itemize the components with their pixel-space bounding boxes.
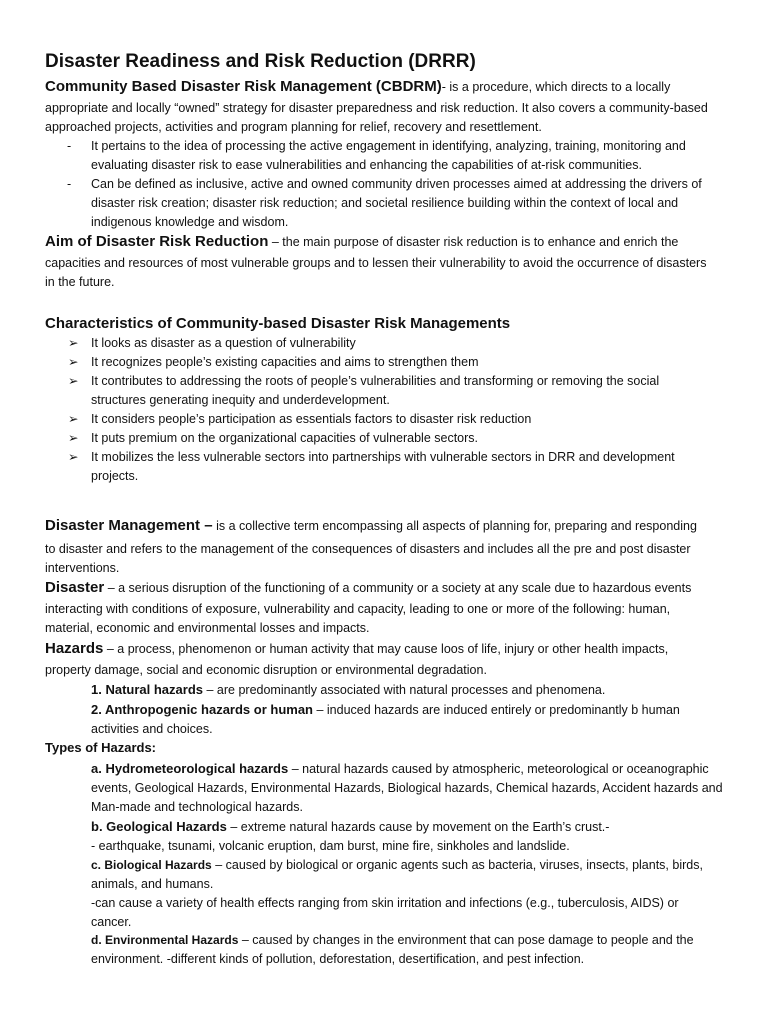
- disaster-line: [45, 580, 691, 596]
- natural-hazards-line: [91, 682, 605, 698]
- aim-definition-2: capacities and resources of most vulnerable groups and to lessen their vulnerability to avoid the occurrence of disasters: [45, 256, 707, 270]
- anthropogenic-hazards-definition-1: – induced hazards are induced entirely or predominantly b human: [316, 703, 680, 717]
- disaster-management-definition-2: to disaster and refers to the management of the consequences of disasters and includes all the pre and post disaster: [45, 542, 691, 556]
- geological-definition-1: – extreme natural hazards cause by movement on the Earth’s crust.-: [230, 820, 610, 834]
- characteristic-item-6-line-2: projects.: [91, 469, 139, 483]
- characteristic-item-3-line-1: It contributes to addressing the roots of people’s vulnerabilities and transforming or removing the social: [91, 374, 660, 388]
- arrow-bullet-icon: ➢: [68, 374, 79, 388]
- geological-line: [91, 819, 609, 835]
- aim-definition-3: in the future.: [45, 275, 115, 289]
- arrow-bullet-icon: ➢: [68, 450, 79, 464]
- disaster-management-term: Disaster Management –: [45, 517, 213, 534]
- cbdrm-bullet-2-line-2: disaster risk creation; disaster risk reduction; and societal resilience building within the context of local and: [91, 196, 679, 210]
- anthropogenic-hazards-line: [91, 702, 680, 718]
- hydrometeorological-definition-3: Man-made and technological hazards.: [91, 800, 303, 814]
- cbdrm-separator: -: [441, 80, 450, 94]
- characteristic-item-4: It considers people’s participation as essentials factors to disaster risk reduction: [91, 412, 532, 426]
- geological-term: b. Geological Hazards: [91, 819, 227, 834]
- hydrometeorological-definition-1: – natural hazards caused by atmospheric, meteorological or oceanographic: [291, 762, 709, 776]
- disaster-definition-2: interacting with conditions of exposure, vulnerability and capacity, leading to one or more of the following: human,: [45, 602, 671, 616]
- characteristic-item-1: It looks as disaster as a question of vulnerability: [91, 336, 356, 350]
- arrow-bullet-icon: ➢: [68, 431, 79, 445]
- hazards-line: [45, 641, 668, 657]
- types-heading: Types of Hazards:: [45, 740, 157, 755]
- anthropogenic-hazards-definition-2: activities and choices.: [91, 722, 213, 736]
- aim-definition-1: – the main purpose of disaster risk reduction is to enhance and enrich the: [271, 235, 679, 249]
- arrow-bullet-icon: ➢: [68, 355, 79, 369]
- natural-hazards-definition: – are predominantly associated with natural processes and phenomena.: [206, 683, 606, 697]
- page-title: Disaster Readiness and Risk Reduction (DRRR): [45, 51, 476, 72]
- aim-definition-line: [45, 234, 678, 250]
- biological-definition-2: animals, and humans.: [91, 877, 214, 891]
- cbdrm-definition-3: approached projects, activities and program planning for relief, recovery and resettlement.: [45, 120, 542, 134]
- disaster-term: Disaster: [45, 579, 105, 596]
- cbdrm-definition-1: is a procedure, which directs to a locally: [449, 80, 671, 94]
- characteristic-item-3-line-2: structures generating inequity and underdevelopment.: [91, 393, 390, 407]
- anthropogenic-hazards-term: 2. Anthropogenic hazards or human: [91, 702, 313, 717]
- natural-hazards-term: 1. Natural hazards: [91, 682, 203, 697]
- environmental-definition-1: – caused by changes in the environment that can pose damage to people and the: [241, 933, 694, 947]
- dash-bullet: -: [67, 177, 72, 191]
- biological-definition-1: – caused by biological or organic agents such as bacteria, viruses, insects, plants, birds,: [215, 858, 703, 872]
- environmental-term: d. Environmental Hazards: [91, 933, 239, 947]
- biological-definition-3: -can cause a variety of health effects ranging from skin irritation and infections (e.g., tuberculosis, AIDS) or: [91, 896, 679, 910]
- cbdrm-bullet-1-line-1: It pertains to the idea of processing the active engagement in identifying, analyzing, training, monitoring and: [91, 139, 686, 153]
- biological-definition-4: cancer.: [91, 915, 132, 929]
- environmental-line: [91, 932, 694, 948]
- biological-line: [91, 857, 703, 873]
- cbdrm-bullet-2-line-1: Can be defined as inclusive, active and owned community driven processes aimed at addressing the drivers of: [91, 177, 702, 191]
- characteristic-item-5: It puts premium on the organizational capacities of vulnerable sectors.: [91, 431, 479, 445]
- cbdrm-bullet-2-line-3: indigenous knowledge and wisdom.: [91, 215, 289, 229]
- cbdrm-definition-line: [45, 79, 670, 95]
- aim-term: Aim of Disaster Risk Reduction: [45, 233, 269, 250]
- disaster-definition-3: material, economic and environmental losses and impacts.: [45, 621, 370, 635]
- characteristic-item-2: It recognizes people’s existing capacities and aims to strengthen them: [91, 355, 479, 369]
- hazards-term: Hazards: [45, 640, 104, 657]
- disaster-management-definition-3: interventions.: [45, 561, 120, 575]
- environmental-definition-2: environment. -different kinds of pollution, deforestation, desertification, and pest infection.: [91, 952, 585, 966]
- hazards-definition-2: property damage, social and economic disruption or environmental degradation.: [45, 663, 487, 677]
- arrow-bullet-icon: ➢: [68, 412, 79, 426]
- geological-definition-2: - earthquake, tsunami, volcanic eruption, dam burst, mine fire, sinkholes and landslide.: [91, 839, 570, 853]
- disaster-definition-1: – a serious disruption of the functioning of a community or a society at any scale due to hazardous events: [107, 581, 692, 595]
- hydrometeorological-term: a. Hydrometeorological hazards: [91, 761, 289, 776]
- characteristic-item-6-line-1: It mobilizes the less vulnerable sectors into partnerships with vulnerable sectors in DRR and development: [91, 450, 675, 464]
- biological-term: c. Biological Hazards: [91, 858, 212, 872]
- hydrometeorological-definition-2: events, Geological Hazards, Environmental Hazards, Biological hazards, Chemical hazards, Accident hazards and: [91, 781, 723, 795]
- disaster-management-line: [45, 518, 697, 534]
- dash-bullet: -: [67, 139, 72, 153]
- disaster-management-definition-1: is a collective term encompassing all aspects of planning for, preparing and responding: [216, 519, 697, 533]
- hydrometeorological-line: [91, 761, 709, 777]
- hazards-definition-1: – a process, phenomenon or human activity that may cause loos of life, injury or other health impacts,: [106, 642, 669, 656]
- cbdrm-bullet-1-line-2: evaluating disaster risk to ease vulnerabilities and enhancing the capabilities of at-risk communities.: [91, 158, 642, 172]
- characteristics-heading: Characteristics of Community-based Disaster Risk Managements: [45, 315, 511, 332]
- cbdrm-definition-2: appropriate and locally “owned” strategy for disaster preparedness and risk reduction. It also covers a community-based: [45, 101, 708, 115]
- cbdrm-term: Community Based Disaster Risk Management (CBDRM): [45, 78, 442, 95]
- arrow-bullet-icon: ➢: [68, 336, 79, 350]
